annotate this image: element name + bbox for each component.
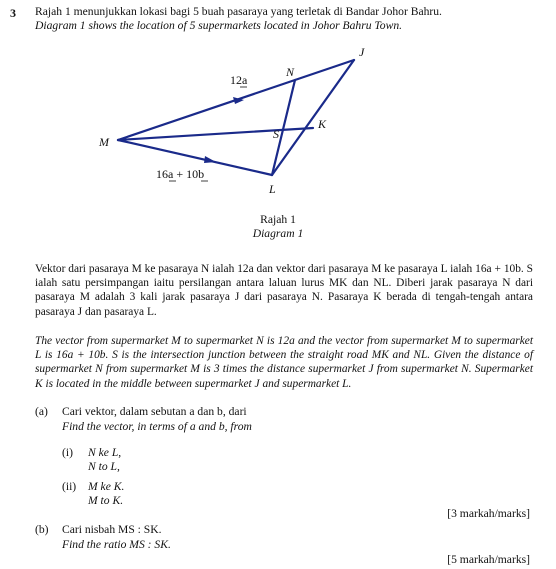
label-16a-10b: 16a + 10b bbox=[156, 167, 205, 181]
point-J: J bbox=[359, 45, 365, 59]
part-a-text-malay: Cari vektor, dalam sebutan a dan b, dari bbox=[62, 405, 247, 418]
label-12a: 12a bbox=[230, 73, 248, 87]
diagram-caption-malay: Rajah 1 bbox=[260, 213, 296, 226]
part-a-text-english: Find the vector, in terms of a and b, from bbox=[62, 420, 252, 433]
sub-ii-malay: M ke K. bbox=[88, 480, 125, 493]
part-b-text-malay: Cari nisbah MS : SK. bbox=[62, 523, 162, 536]
paragraph-malay bbox=[35, 262, 533, 319]
part-b-text-english: Find the ratio MS : SK. bbox=[62, 538, 171, 551]
sub-ii-english: M to K. bbox=[88, 494, 124, 507]
part-b-label: (b) bbox=[35, 523, 49, 536]
arrow-ML bbox=[204, 156, 216, 163]
intro-malay: Rajah 1 menunjukkan lokasi bagi 5 buah pasaraya yang terletak di Bandar Johor Bahru. bbox=[35, 5, 442, 18]
line-JL bbox=[272, 60, 354, 175]
paragraph-english bbox=[35, 334, 533, 391]
point-K: K bbox=[318, 117, 327, 131]
paragraph-english-text: The vector from supermarket M to supermarket N is 12a and the vector from supermarket M to supermarket L is 16a + 10b. S is the intersection junction between the straight road MK and NL. Given the distance of supermarket N from supermarket M is 3 times the distance supermarket J from supermarket N. Supermarket K is located in the middle between supermarket J and supermarket L. bbox=[35, 335, 533, 390]
sub-i-malay: N ke L, bbox=[88, 446, 122, 459]
sub-ii-label: (ii) bbox=[62, 480, 77, 493]
point-N: N bbox=[286, 65, 295, 79]
question-number: 3 bbox=[10, 6, 16, 20]
paragraph-malay-text: Vektor dari pasaraya M ke pasaraya N ialah 12a dan vektor dari pasaraya M ke pasaraya L ialah 16a + 10b. S ialah satu persimpangan iaitu persilangan antara laluan lurus MK dan NL. Diberi jarak pasaraya N dari pasaraya M adalah 3 kali jarak pasaraya J dari pasaraya N. Pasaraya K berada di tengah-tengah antara pasaraya J dan pasaraya L. bbox=[35, 263, 533, 318]
part-a-label: (a) bbox=[35, 405, 48, 418]
intro-english: Diagram 1 shows the location of 5 supermarkets located in Johor Bahru Town. bbox=[35, 19, 403, 32]
part-b-marks: [5 markah/marks] bbox=[447, 553, 530, 566]
point-M: M bbox=[99, 135, 109, 149]
sub-i-english: N to L, bbox=[88, 460, 120, 473]
point-L: L bbox=[269, 182, 276, 196]
part-a-marks: [3 markah/marks] bbox=[447, 507, 530, 520]
diagram-caption-english: Diagram 1 bbox=[252, 227, 304, 240]
diagram bbox=[0, 0, 556, 240]
point-S: S bbox=[273, 127, 279, 141]
sub-i-label: (i) bbox=[62, 446, 73, 459]
